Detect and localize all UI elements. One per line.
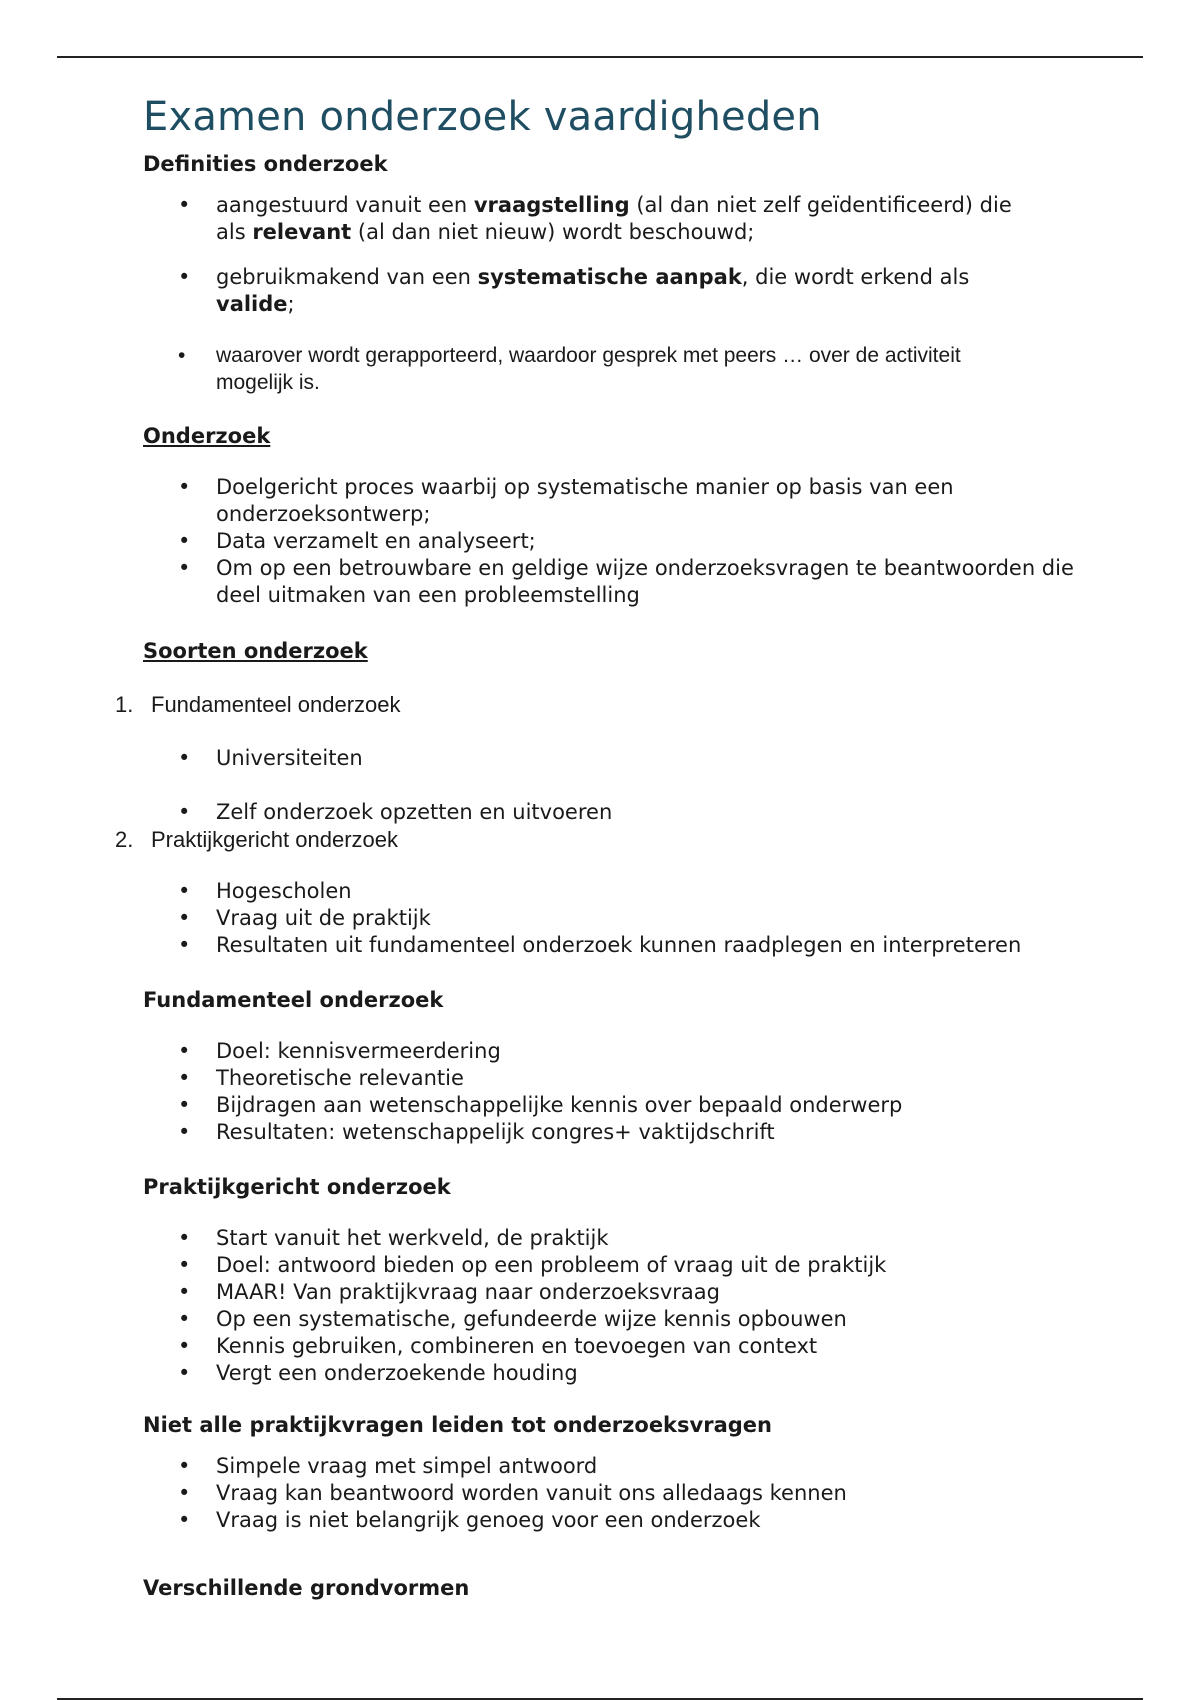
bold-term: valide	[216, 292, 288, 316]
definities-list-cont	[143, 342, 1103, 396]
heading-fundamenteel: Fundamenteel onderzoek	[143, 988, 444, 1012]
heading-onderzoek: Onderzoek	[143, 424, 271, 448]
fundamenteel-types-list	[143, 745, 1103, 826]
text-fragment: aangestuurd vanuit een	[216, 193, 474, 217]
document-title: Examen onderzoek vaardigheden	[143, 94, 822, 140]
list-item: • Theoretische relevantie	[143, 1065, 1103, 1092]
list-item	[143, 264, 1103, 318]
top-rule	[57, 56, 1143, 58]
list-item: • Zelf onderzoek opzetten en uitvoeren	[143, 799, 1103, 826]
fundamenteel-list	[143, 1038, 1103, 1146]
bold-term: vraagstelling	[473, 193, 630, 217]
text-fragment: , die wordt erkend als	[741, 265, 970, 289]
list-item: • Hogescholen	[143, 878, 1103, 905]
document-page	[115, 92, 1103, 1602]
list-item: • Vergt een onderzoekende houding	[143, 1360, 1103, 1387]
list-item: • Doelgericht proces waarbij op systematische manier op basis van een onderzoeksontwerp;	[143, 474, 1103, 528]
list-item: • Vraag kan beantwoord worden vanuit ons alledaags kennen	[143, 1480, 1103, 1507]
bold-term: systematische aanpak	[477, 265, 742, 289]
text-fragment: gebruikmakend van een	[216, 265, 478, 289]
list-item: • Start vanuit het werkveld, de praktijk	[143, 1225, 1103, 1252]
list-item: • Doel: antwoord bieden op een probleem of vraag uit de praktijk	[143, 1252, 1103, 1279]
numbered-item-fundamenteel	[115, 691, 1103, 719]
onderzoek-list	[143, 474, 1103, 609]
heading-definities: Definities onderzoek	[143, 152, 388, 176]
list-number: 2.	[115, 827, 134, 852]
bold-term: relevant	[252, 220, 352, 244]
text-fragment: als	[216, 220, 253, 244]
heading-soorten: Soorten onderzoek	[143, 639, 368, 663]
list-item: • Om op een betrouwbare en geldige wijze onderzoeksvragen te beantwoorden die deel uitmaken van een probleemstelling	[143, 555, 1103, 609]
heading-grondvormen: Verschillende grondvormen	[143, 1576, 470, 1600]
heading-niet-alle: Niet alle praktijkvragen leiden tot onderzoeksvragen	[143, 1413, 772, 1437]
list-item: • Resultaten uit fundamenteel onderzoek kunnen raadplegen en interpreteren	[143, 932, 1103, 959]
list-item: • Simpele vraag met simpel antwoord	[143, 1453, 1103, 1480]
list-item: • Doel: kennisvermeerdering	[143, 1038, 1103, 1065]
definities-list	[143, 192, 1103, 318]
niet-alle-list	[143, 1453, 1103, 1534]
list-item: • Bijdragen aan wetenschappelijke kennis over bepaald onderwerp	[143, 1092, 1103, 1119]
list-item: • Kennis gebruiken, combineren en toevoegen van context	[143, 1333, 1103, 1360]
list-item	[143, 192, 1103, 246]
list-item: • Resultaten: wetenschappelijk congres+ vaktijdschrift	[143, 1119, 1103, 1146]
text-fragment: (al dan niet nieuw) wordt beschouwd;	[351, 220, 755, 244]
list-item: • Vraag is niet belangrijk genoeg voor een onderzoek	[143, 1507, 1103, 1534]
praktijk-list	[143, 1225, 1103, 1387]
heading-praktijk: Praktijkgericht onderzoek	[143, 1175, 451, 1199]
text-fragment: (al dan niet zelf geïdentificeerd) die	[629, 193, 1012, 217]
numbered-item-praktijk	[115, 826, 1103, 854]
list-item: • waarover wordt gerapporteerd, waardoor gesprek met peers … over de activiteit mogelijk is.	[143, 342, 1103, 396]
list-item: • Universiteiten	[143, 745, 1103, 772]
text-fragment: ;	[287, 292, 295, 316]
list-item: • Op een systematische, gefundeerde wijze kennis opbouwen	[143, 1306, 1103, 1333]
list-number: 1.	[115, 692, 134, 717]
list-item: • Data verzamelt en analyseert;	[143, 528, 1103, 555]
list-item: • Vraag uit de praktijk	[143, 905, 1103, 932]
list-item: • MAAR! Van praktijkvraag naar onderzoeksvraag	[143, 1279, 1103, 1306]
list-label: Fundamenteel onderzoek	[151, 692, 401, 717]
list-label: Praktijkgericht onderzoek	[151, 827, 399, 852]
praktijk-types-list	[143, 878, 1103, 959]
